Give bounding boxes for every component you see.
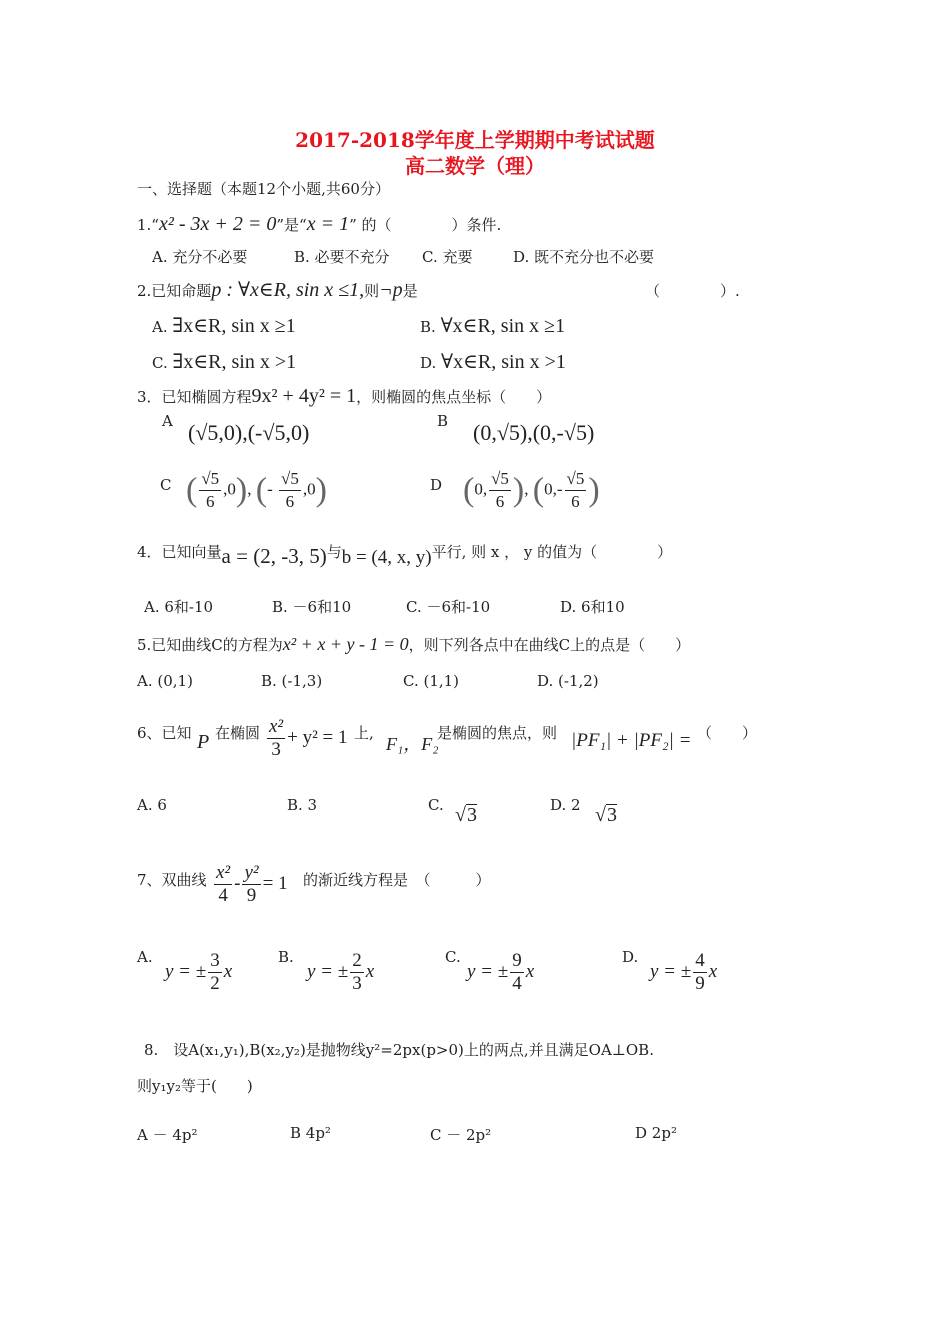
q7-option-d-label: D.: [622, 948, 639, 966]
q6-option-d: √3: [595, 804, 617, 826]
q7-d-denominator: 9: [695, 973, 705, 994]
q3-d-numerator-2: √5: [565, 468, 587, 491]
q3-c-denominator-2: 6: [285, 492, 295, 511]
q7-frac1-denominator: 4: [218, 885, 228, 906]
q2-option-d: [420, 349, 566, 374]
q6-sum: |PF₁| + |PF₂| =: [571, 730, 692, 751]
q2-option-c-label: C.: [152, 354, 168, 372]
q7-a-numerator: 3: [210, 950, 220, 971]
q2-is: 是: [402, 282, 418, 300]
q3-option-a-label: A: [162, 412, 173, 430]
q4-stem-start: 4．已知向量: [137, 543, 222, 561]
q2-option-a: [152, 313, 296, 338]
question-8: 8. 设A(x₁,y₁),B(x₂,y₂)是抛物线y²=2px(p>0)上的两点,并且满足OA⊥OB.: [144, 1041, 654, 1059]
q4-stem-end: 平行, 则 x ， y 的值为（ ）: [431, 543, 673, 561]
q1-option-b: B. 必要不充分: [294, 248, 390, 266]
q3-c-numerator-2: √5: [279, 468, 301, 491]
page-title: 2017-2018学年度上学期期中考试试题: [295, 128, 655, 152]
q7-option-c-label: C.: [445, 948, 461, 966]
q2-option-c: [152, 349, 296, 374]
q6-frac-numerator: x²: [269, 716, 284, 737]
q1-number: 1.“: [137, 216, 159, 234]
q7-frac2-denominator: 9: [246, 885, 257, 906]
q7-option-b-label: B.: [278, 948, 294, 966]
q4-option-c: C. －6和-10: [406, 598, 491, 616]
q7-hyperbola: [212, 862, 288, 907]
q4-option-d: D. 6和10: [560, 598, 625, 616]
q7-minus: -: [234, 872, 241, 894]
q3-option-d: (0, $\frac{√5}{6}$ ), (0,- $\frac{√5}{6}$ ): [463, 469, 600, 511]
q6-ellipse-equation: [265, 716, 348, 761]
q7-a-denominator: 2: [210, 973, 220, 994]
q8-line-2: 则y₁y₂等于( ): [137, 1077, 253, 1095]
q3-d-numerator: √5: [489, 468, 511, 491]
q3-option-b: (0,√5),(0,-√5): [473, 420, 595, 445]
question-4: [137, 541, 672, 569]
q3-option-a: (√5,0),(-√5,0): [188, 420, 310, 445]
page-subtitle: 高二数学（理）: [405, 154, 545, 178]
q4-vector-a: a = (2, -3, 5): [221, 544, 327, 568]
q5-option-c: C. (1,1): [403, 672, 460, 690]
q4-option-a: A. 6和-10: [144, 598, 214, 616]
q7-frac2-numerator: y²: [244, 862, 259, 883]
q1-mid: ”是“: [276, 216, 307, 234]
q7-frac1-numerator: x²: [216, 862, 231, 883]
q2-option-d-expr: ∀x∈R, sin x >1: [441, 351, 566, 373]
q6-foci: F₁，F₂: [386, 734, 439, 754]
q1-option-d: D. 既不充分也不必要: [513, 248, 655, 266]
q6-option-d-label: D. 2: [550, 796, 581, 814]
q6-option-c: √3: [455, 804, 477, 826]
q7-option-b: y = ± $\frac{2}{3}$ x: [307, 950, 375, 994]
q4-option-b: B. －6和10: [272, 598, 352, 616]
q2-number: 2.已知命题: [137, 282, 212, 300]
q1-option-c: C. 充要: [422, 248, 473, 266]
section-header: 一、选择题（本题12个小题,共60分）: [137, 180, 390, 198]
q7-c-numerator: 9: [512, 950, 522, 971]
q6-answer-paren: （ ）: [697, 724, 758, 742]
q2-proposition: p : ∀x∈R, sin x ≤1,: [211, 279, 365, 301]
q2-option-d-label: D.: [420, 354, 437, 372]
q2-negation: ¬p: [379, 279, 403, 301]
q7-option-a: y = ± $\frac{3}{2}$ x: [165, 950, 233, 994]
q1-equation-2: x = 1: [306, 213, 350, 235]
q1-tail: ” 的（ ）条件.: [349, 216, 502, 234]
q5-stem-end: ，则下列各点中在曲线C上的点是（ ）: [408, 636, 691, 654]
q7-option-d: y = ± $\frac{4}{9}$ x: [650, 950, 718, 994]
q8-option-a: A － 4p²: [137, 1126, 198, 1144]
q2-then: 则: [364, 282, 380, 300]
q3-stem-start: 3．已知椭圆方程: [137, 388, 252, 406]
q3-c-denominator: 6: [206, 492, 215, 511]
q6-focus-text: 是椭圆的焦点，则: [437, 724, 558, 742]
q7-option-a-label: A.: [137, 948, 153, 966]
q7-c-denominator: 4: [512, 973, 522, 994]
q5-stem-start: 5.已知曲线C的方程为: [137, 636, 283, 654]
q2-option-a-label: A.: [152, 318, 168, 336]
q3-equation: 9x² + 4y² = 1: [251, 385, 357, 407]
q6-option-d-radicand: 3: [606, 804, 617, 826]
q3-option-c-label: C: [160, 476, 172, 494]
q7-d-numerator: 4: [695, 950, 705, 971]
q4-with: 与: [326, 543, 342, 561]
q8-option-d: D 2p²: [635, 1124, 677, 1142]
q2-option-b: [420, 313, 565, 338]
q2-option-a-expr: ∃x∈R, sin x ≥1: [172, 315, 296, 337]
question-5: [137, 634, 690, 655]
q4-vector-b: b = (4, x, y): [341, 547, 432, 568]
q3-option-c: ( $\frac{√5}{6}$ ,0), (- $\frac{√5}{6}$ ,0): [186, 469, 327, 511]
q6-option-b: B. 3: [287, 796, 318, 814]
q8-option-b: B 4p²: [290, 1124, 331, 1142]
q2-option-b-label: B.: [420, 318, 436, 336]
q3-option-d-label: D: [430, 476, 443, 494]
question-3: [137, 385, 551, 408]
q7-b-denominator: 3: [352, 973, 362, 994]
q7-option-c: y = ± $\frac{9}{4}$ x: [467, 950, 535, 994]
q5-option-b: B. (-1,3): [261, 672, 323, 690]
q7-equals: = 1: [262, 872, 288, 894]
q6-stem-start: 6、已知: [137, 724, 192, 742]
q7-stem-end: 的渐近线方程是 （ ）: [303, 871, 491, 889]
q6-frac-denominator: 3: [271, 739, 281, 760]
q6-ellipse-tail: + y² = 1: [287, 726, 348, 748]
q5-option-d: D. (-1,2): [537, 672, 599, 690]
q8-option-c: C － 2p²: [430, 1126, 492, 1144]
q6-option-c-radicand: 3: [466, 804, 477, 826]
q2-option-c-expr: ∃x∈R, sin x >1: [172, 351, 297, 373]
q5-option-a: A. (0,1): [137, 672, 193, 690]
question-1: [137, 213, 501, 236]
q1-option-a: A. 充分不必要: [152, 248, 248, 266]
q3-d-denominator-2: 6: [571, 492, 580, 511]
q3-stem-end: ，则椭圆的焦点坐标（ ）: [356, 388, 552, 406]
q2-option-b-expr: ∀x∈R, sin x ≥1: [440, 315, 566, 337]
q6-on-ellipse: 在椭圆: [215, 724, 261, 742]
q3-d-denominator: 6: [495, 492, 505, 511]
q6-point-p: P: [197, 731, 210, 753]
q6-option-a: A. 6: [137, 796, 167, 814]
q7-b-numerator: 2: [352, 950, 362, 971]
q5-equation: x² + x + y - 1 = 0: [282, 634, 409, 654]
q3-c-numerator: √5: [199, 468, 221, 491]
q6-on-label: 上,: [354, 724, 374, 742]
q3-option-b-label: B: [437, 412, 449, 430]
q2-answer-paren: （ ）.: [645, 282, 740, 300]
q6-option-c-label: C.: [428, 796, 444, 814]
q1-equation: x² - 3x + 2 = 0: [158, 213, 277, 235]
q7-stem-start: 7、双曲线: [137, 871, 207, 889]
question-2: [137, 277, 418, 302]
